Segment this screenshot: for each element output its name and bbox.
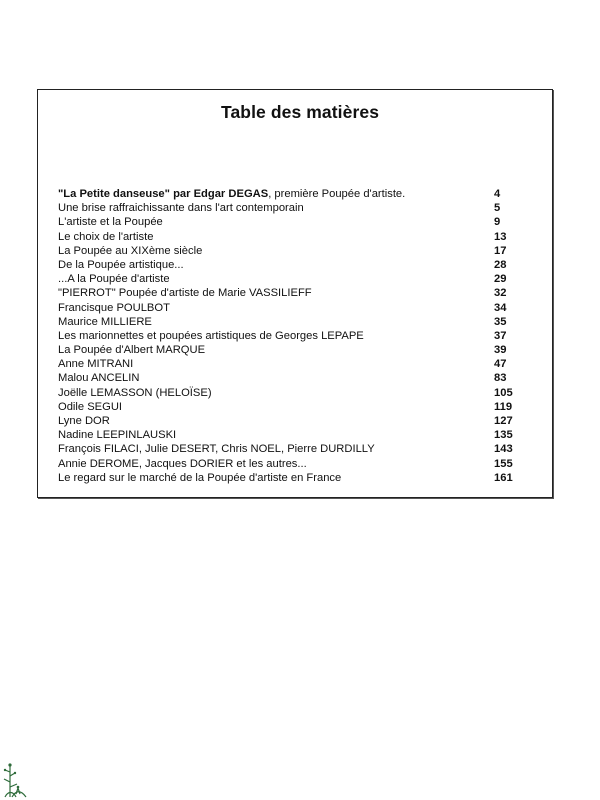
toc-entry-page: 28 [494,258,507,271]
toc-entry-title: Anne MITRANI [58,358,134,371]
toc-entry-page: 161 [494,471,513,484]
toc-entry-page: 119 [494,400,513,413]
toc-entry-page: 155 [494,457,513,470]
toc-entry-page: 13 [494,230,507,243]
toc-entry-title: Malou ANCELIN [58,372,140,385]
toc-entry [58,244,518,258]
toc-entry-page: 5 [494,202,501,215]
toc-entry [58,457,518,471]
toc-entry-page: 105 [494,386,513,399]
toc-entry [58,187,518,201]
toc-entry-title: Francisque POULBOT [58,301,170,314]
toc-entry-page: 35 [494,315,507,328]
toc-entry-title: De la Poupée artistique... [58,258,184,271]
toc-entry-title: ...A la Poupée d'artiste [58,273,170,286]
toc-entry-title: L'artiste et la Poupée [58,216,163,229]
toc-entry-title: Lyne DOR [58,415,110,427]
toc-entry [58,215,518,229]
toc-entry-title: Le choix de l'artiste [58,230,154,243]
toc-entry-page: 135 [494,429,513,442]
toc-entry [58,357,518,371]
toc-entry [58,343,518,357]
toc-entry-title: Nadine LEEPINLAUSKI [58,429,177,442]
toc-entry-title [58,187,405,201]
toc-entry-page: 29 [494,273,507,286]
toc-entry-page: 34 [494,301,507,314]
toc-entry-page: 4 [494,188,501,200]
toc-entry-title: La Poupée au XIXème siècle [58,244,203,257]
toc-entry [58,442,518,456]
toc-entry-title: Joëlle LEMASSON (HELOÏSE) [58,386,212,399]
toc-entry [58,286,518,300]
toc-entry-page: 143 [494,443,513,456]
page-title: Table des matières [220,102,380,122]
toc-entry-title-rest: , première Poupée d'artiste. [268,188,406,200]
toc-entry-title: La Poupée d'Albert MARQUE [58,344,206,357]
toc-entry-page: 17 [494,244,507,257]
toc-entry-title: Maurice MILLIERE [58,315,152,328]
toc-entry [58,329,518,343]
toc-list [58,187,518,485]
toc-entry [58,230,518,244]
toc-entry-title: Annie DEROME, Jacques DORIER et les autres... [58,457,307,470]
toc-entry-page: 83 [494,372,507,385]
toc-entry-page: 47 [494,358,507,371]
toc-entry-title: Les marionnettes et poupées artistiques de Georges LEPAPE [58,329,364,342]
toc-entry-page: 9 [494,216,501,229]
toc-entry-page: 127 [494,415,513,427]
toc-entry [58,315,518,329]
toc-entry-page: 37 [494,329,507,342]
decorative-plant-icon [2,760,28,798]
toc-entry [58,471,518,485]
toc-entry [58,258,518,272]
toc-entry-title: Une brise raffraichissante dans l'art contemporain [58,202,304,215]
toc-entry [58,371,518,385]
toc-entry-title: François FILACI, Julie DESERT, Chris NOEL, Pierre DURDILLY [58,443,375,456]
toc-entry [58,400,518,414]
toc-entry-title: Le regard sur le marché de la Poupée d'artiste en France [58,471,342,484]
toc-entry [58,428,518,442]
toc-entry [58,414,518,428]
toc-entry [58,301,518,315]
toc-entry [58,272,518,286]
toc-entry-title: "PIERROT" Poupée d'artiste de Marie VASSILIEFF [58,287,312,300]
toc-entry-page: 39 [494,344,507,357]
toc-entry-title-bold: "La Petite danseuse" par Edgar DEGAS [58,188,269,200]
toc-entry [58,386,518,400]
toc-entry-title: Odile SEGUI [58,400,123,413]
toc-entry [58,201,518,215]
toc-entry-page: 32 [494,287,507,300]
